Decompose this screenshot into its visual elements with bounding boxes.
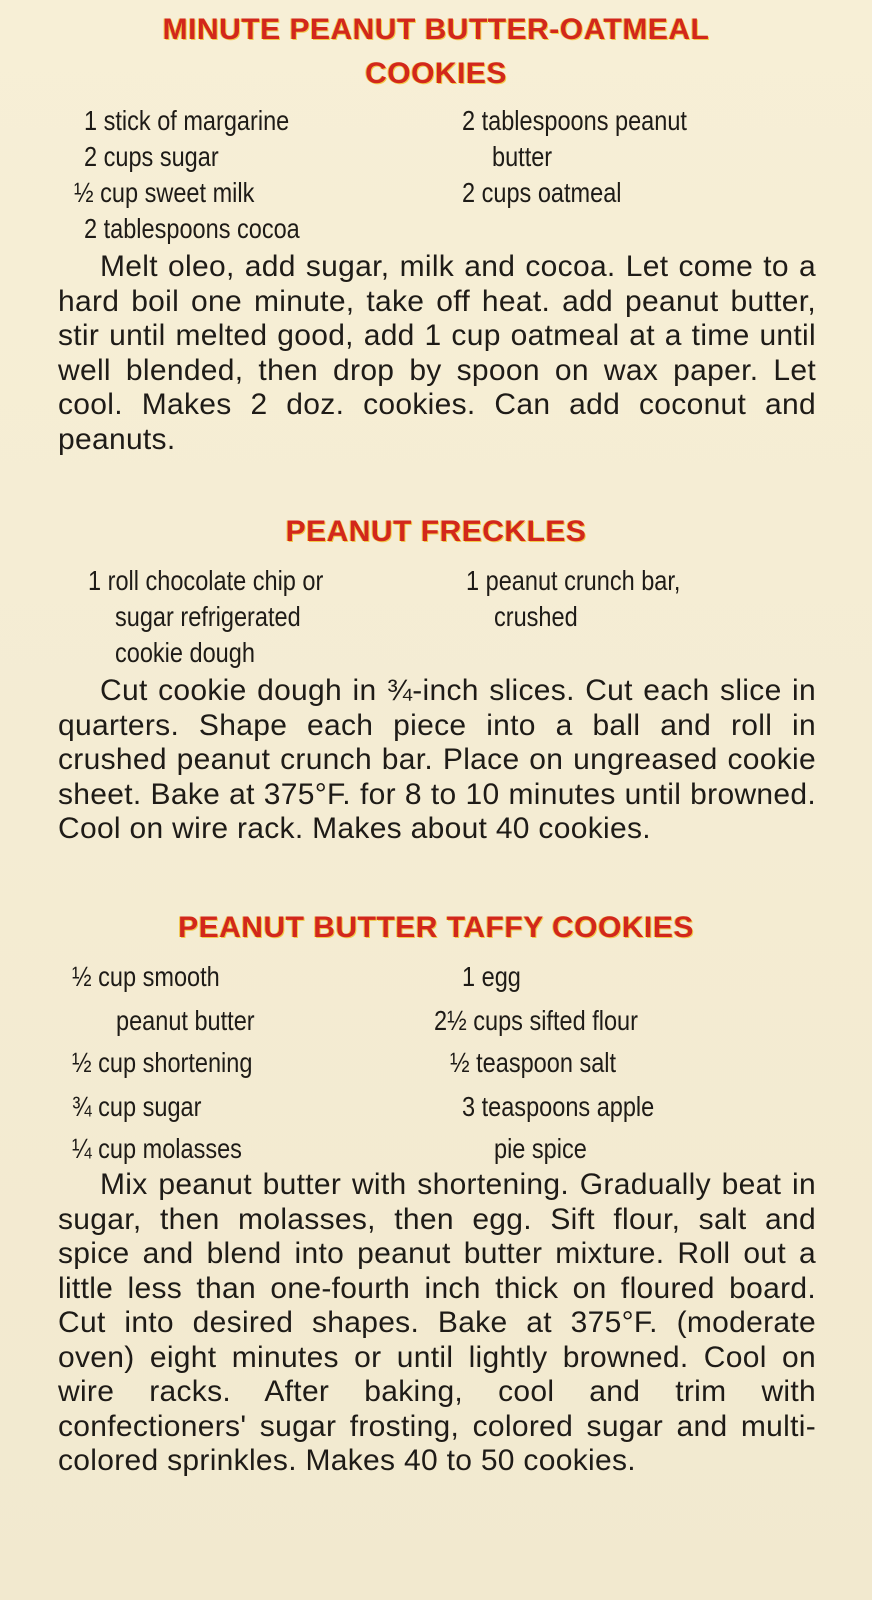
recipe-title: PEANUT FRECKLES [285, 515, 587, 548]
ingredient: butter [492, 141, 553, 172]
ingredient: peanut butter [116, 1005, 255, 1036]
ingredient: ½ teaspoon salt [450, 1047, 617, 1078]
ingredient: 1 roll chocolate chip or [88, 565, 324, 596]
recipe-directions: Cut cookie dough in ¾-inch slices. Cut each slice in quarters. Shape each piece into a ball and roll in crushed peanut crunch bar. Place on ungreased cookie sheet. Bake at 375°F. for 8 to 10 minutes until browned. Cool on wire rack. Makes about 40 cookies. [58, 674, 816, 845]
ingredient: 3 teaspoons apple [462, 1091, 655, 1122]
ingredient: pie spice [494, 1133, 587, 1164]
recipe-directions: Melt oleo, add sugar, milk and cocoa. Let come to a hard boil one minute, take off heat. add peanut butter, stir until melted good, add 1 cup oatmeal at a time until well blended, then drop by spoon on wax paper. Let cool. Makes 2 doz. cookies. Can add coconut and peanuts. [58, 250, 816, 456]
ingredient: sugar refrigerated [115, 601, 301, 632]
ingredient: 1 egg [462, 961, 521, 992]
ingredient: crushed [494, 601, 578, 632]
recipe-title: PEANUT BUTTER TAFFY COOKIES [178, 911, 694, 944]
ingredient: 2 tablespoons peanut [462, 105, 687, 136]
ingredient: 1 peanut crunch bar, [466, 565, 681, 596]
recipe-directions: Mix peanut butter with shortening. Gradually beat in sugar, then molasses, then egg. Sift flour, salt and spice and blend into peanut butter mixture. Roll out a little less than one-fourth inch thick on floured board. Cut into desired shapes. Bake at 375°F. (moderate oven) eight minutes or until lightly browned. Cool on wire racks. After baking, cool and trim with confectioners' sugar frosting, colored sugar and multi-colored sprinkles. Makes 40 to 50 cookies. [58, 1168, 816, 1477]
ingredient: 2 cups sugar [84, 141, 219, 172]
ingredient: ¼ cup molasses [72, 1133, 242, 1164]
ingredient: ½ cup shortening [72, 1047, 253, 1078]
ingredient: 2 tablespoons cocoa [84, 213, 300, 244]
ingredient: ½ cup smooth [72, 961, 220, 992]
ingredient: cookie dough [115, 637, 255, 668]
ingredient: ¾ cup sugar [72, 1091, 202, 1122]
ingredient: ½ cup sweet milk [74, 177, 255, 208]
recipe-title: MINUTE PEANUT BUTTER-OATMEAL COOKIES [162, 13, 710, 90]
ingredient: 2 cups oatmeal [462, 177, 622, 208]
ingredient: 1 stick of margarine [84, 105, 290, 136]
ingredient: 2½ cups sifted flour [434, 1005, 638, 1036]
